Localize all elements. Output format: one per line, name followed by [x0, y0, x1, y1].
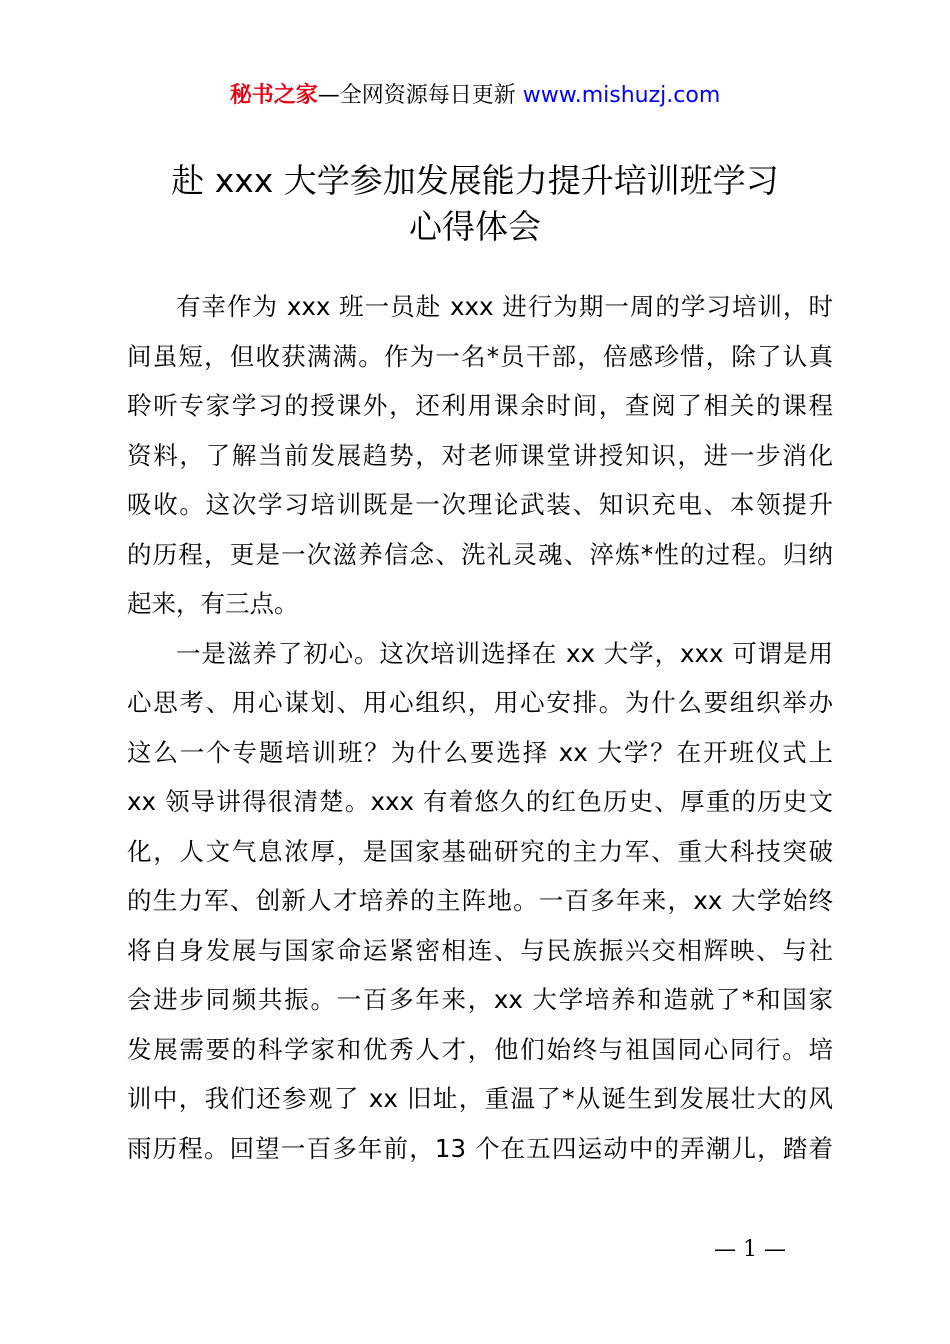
site-url-link[interactable]: www.mishuzj.com [522, 83, 721, 108]
body-line: 起来，有三点。 [127, 589, 299, 618]
title-line-1: 赴 xxx 大学参加发展能力提升培训班学习 [171, 161, 779, 200]
body-line: 有幸作为 xxx 班一员赴 xxx 进行为期一周的学习培训，时 [176, 292, 833, 321]
title-line-2: 心得体会 [409, 207, 541, 246]
body-line: 间虽短，但收获满满。作为一名*员干部，倍感珍惜，除了认真 [127, 341, 833, 371]
body-line: 资料，了解当前发展趋势，对老师课堂讲授知识，进一步消化 [127, 440, 833, 470]
body-line: 这么一个专题培训班？为什么要选择 xx 大学？在开班仪式上 [127, 737, 833, 767]
body-line: 会进步同频共振。一百多年来，xx 大学培养和造就了*和国家 [127, 985, 833, 1014]
document-body [127, 282, 833, 1173]
body-line: 雨历程。回望一百多年前，13 个在五四运动中的弄潮儿，踏着 [127, 1133, 833, 1163]
site-brand: 秘书之家 [229, 83, 318, 108]
body-line: 训中，我们还参观了 xx 旧址，重温了*从诞生到发展壮大的风 [127, 1084, 833, 1113]
body-line: 的生力军、创新人才培养的主阵地。一百多年来，xx 大学始终 [127, 886, 833, 915]
body-line: 心思考、用心谋划、用心组织，用心安排。为什么要组织举办 [127, 688, 833, 717]
body-line: 化，人文气息浓厚，是国家基础研究的主力军、重大科技突破 [127, 836, 833, 866]
body-line: 聆听专家学习的授课外，还利用课余时间，查阅了相关的课程 [127, 391, 833, 420]
body-line: 吸收。这次学习培训既是一次理论武装、知识充电、本领提升 [127, 490, 833, 519]
document-title [100, 158, 850, 250]
body-line: 发展需要的科学家和优秀人才，他们始终与祖国同心同行。培 [127, 1034, 833, 1064]
body-line: 将自身发展与国家命运紧密相连、与民族振兴交相辉映、与社 [127, 935, 833, 965]
body-line: 的历程，更是一次滋养信念、洗礼灵魂、淬炼*性的过程。归纳 [127, 539, 833, 569]
body-line: xx 领导讲得很清楚。xxx 有着悠久的红色历史、厚重的历史文 [127, 787, 833, 816]
body-line: 一是滋养了初心。这次培训选择在 xx 大学，xxx 可谓是用 [176, 638, 833, 668]
page-number: — 1 — [714, 1237, 786, 1262]
site-tagline: —全网资源每日更新 [317, 83, 516, 108]
site-header [0, 80, 950, 112]
